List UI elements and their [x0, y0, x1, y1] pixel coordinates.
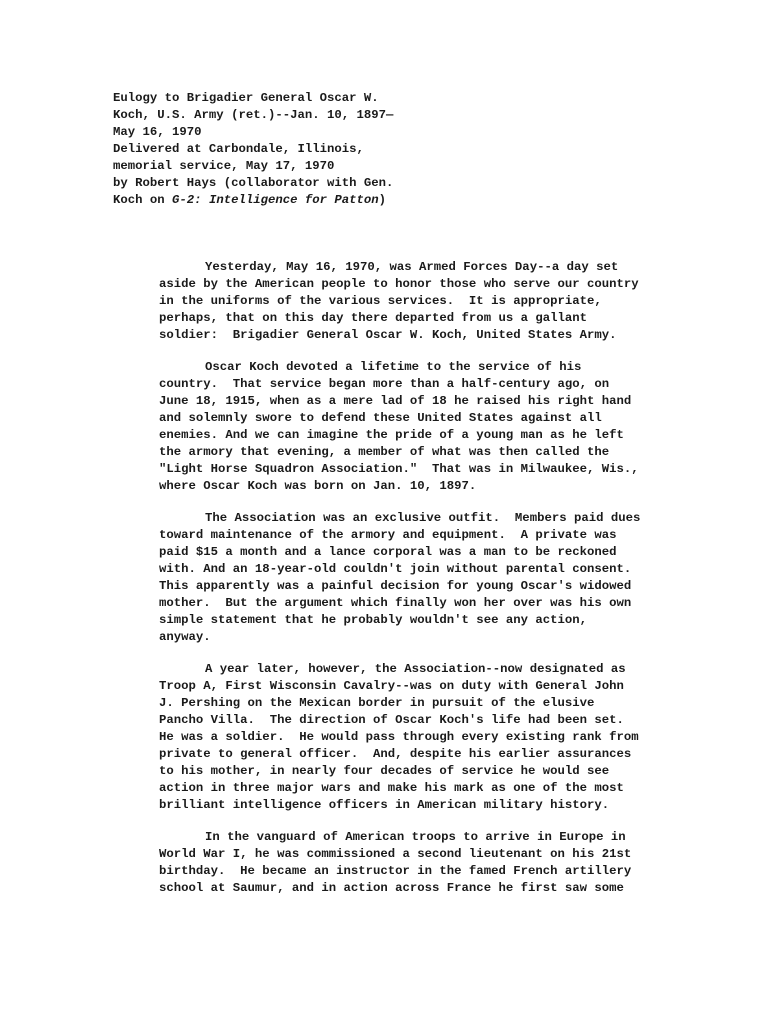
text-line: school at Saumur, and in action across France he first saw some [159, 881, 624, 895]
header-suffix: ) [378, 193, 387, 207]
text-line: soldier: Brigadier General Oscar W. Koch, United States Army. [159, 328, 617, 342]
text-line: paid $15 a month and a lance corporal was a man to be reckoned [159, 545, 617, 559]
book-title: G-2: Intelligence for Patton [172, 193, 379, 207]
header-line: Eulogy to Brigadier General Oscar W. [113, 91, 379, 105]
text-line: June 18, 1915, when as a mere lad of 18 he raised his right hand [159, 394, 632, 408]
text-line: Troop A, First Wisconsin Cavalry--was on duty with General John [159, 679, 624, 693]
header-prefix: Koch on [113, 193, 173, 207]
text-line: This apparently was a painful decision for young Oscar's widowed [159, 579, 632, 593]
header-line: memorial service, May 17, 1970 [113, 159, 335, 173]
text-line: country. That service began more than a half-century ago, on [159, 377, 610, 391]
text-line: with. And an 18-year-old couldn't join without parental consent. [159, 562, 632, 576]
text-line: Oscar Koch devoted a lifetime to the service of his [205, 360, 582, 374]
header-line: Delivered at Carbondale, Illinois, [113, 142, 364, 156]
text-line: enemies. And we can imagine the pride of a young man as he left [159, 428, 624, 442]
paragraph-4 [113, 661, 673, 814]
eulogy-text [113, 259, 673, 897]
header-line: by Robert Hays (collaborator with Gen. [113, 176, 394, 190]
header-line: May 16, 1970 [113, 125, 202, 139]
paragraph-1 [113, 259, 673, 344]
text-line: J. Pershing on the Mexican border in pursuit of the elusive [159, 696, 595, 710]
eulogy-header [113, 90, 673, 209]
text-line: In the vanguard of American troops to arrive in Europe in [205, 830, 626, 844]
text-line: birthday. He became an instructor in the famed French artillery [159, 864, 632, 878]
document-body [113, 90, 673, 912]
text-line: mother. But the argument which finally won her over was his own [159, 596, 632, 610]
paragraph-5 [113, 829, 673, 897]
text-line: private to general officer. And, despite his earlier assurances [159, 747, 632, 761]
text-line: Yesterday, May 16, 1970, was Armed Forces Day--a day set [205, 260, 619, 274]
text-line: toward maintenance of the armory and equipment. A private was [159, 528, 617, 542]
paragraph-3 [113, 510, 673, 646]
text-line: perhaps, that on this day there departed from us a gallant [159, 311, 588, 325]
text-line: the armory that evening, a member of what was then called the [159, 445, 610, 459]
header-line-last [113, 192, 673, 209]
text-line: brilliant intelligence officers in American military history. [159, 798, 610, 812]
paragraph-2 [113, 359, 673, 495]
header-line: Koch, U.S. Army (ret.)--Jan. 10, 1897— [113, 108, 394, 122]
text-line: simple statement that he probably wouldn't see any action, [159, 613, 588, 627]
text-line: where Oscar Koch was born on Jan. 10, 1897. [159, 479, 477, 493]
text-line: World War I, he was commissioned a second lieutenant on his 21st [159, 847, 632, 861]
text-line: and solemnly swore to defend these United States against all [159, 411, 602, 425]
text-line: in the uniforms of the various services. It is appropriate, [159, 294, 602, 308]
text-line: anyway. [159, 630, 211, 644]
text-line: to his mother, in nearly four decades of service he would see [159, 764, 610, 778]
text-line: aside by the American people to honor those who serve our country [159, 277, 639, 291]
text-line: Pancho Villa. The direction of Oscar Koch's life had been set. [159, 713, 624, 727]
text-line: He was a soldier. He would pass through every existing rank from [159, 730, 639, 744]
text-line: The Association was an exclusive outfit. Members paid dues [205, 511, 641, 525]
text-line: action in three major wars and make his mark as one of the most [159, 781, 624, 795]
text-line: A year later, however, the Association--now designated as [205, 662, 626, 676]
text-line: "Light Horse Squadron Association." That was in Milwaukee, Wis., [159, 462, 639, 476]
